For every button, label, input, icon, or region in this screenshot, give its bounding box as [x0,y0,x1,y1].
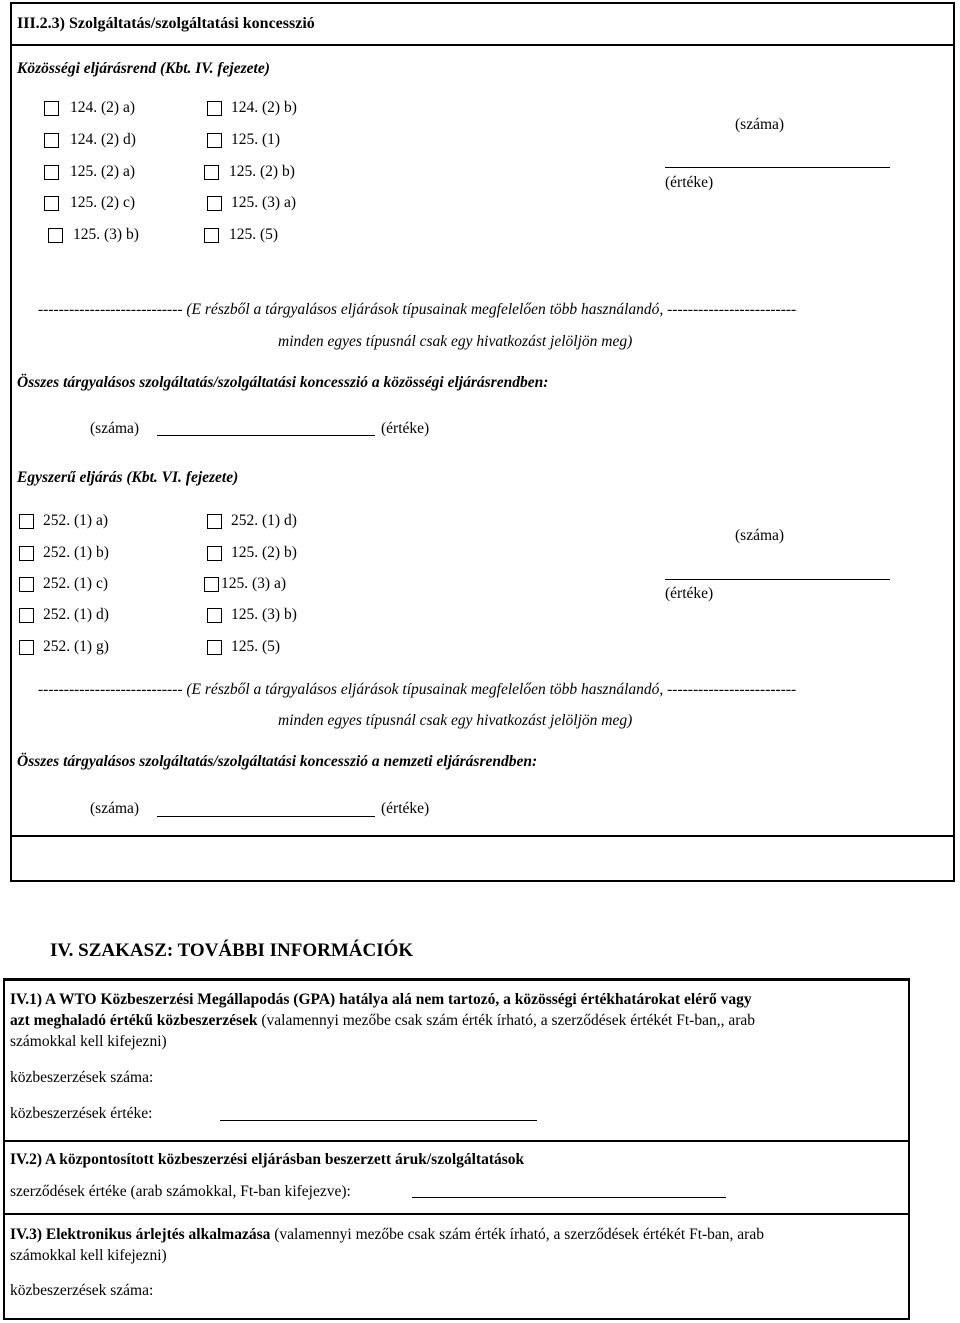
simple-erteke-label: (értéke) [665,585,714,602]
checkbox[interactable] [204,577,219,592]
checkbox-label: 252. (1) d) [231,512,297,529]
total-value-line[interactable] [157,435,375,436]
total2-value-line[interactable] [157,816,375,817]
note2-line-1: ---------------------------- (E részből a tárgyalásos eljárások típusainak megfelelően több használandó, ------------------------- [38,681,797,698]
note-line-2: minden egyes típusnál csak egy hivatkozást jelöljön meg) [278,333,633,350]
checkbox-label: 252. (1) c) [43,575,108,592]
iv1-rest-part: (valamennyi mezőbe csak szám érték írható, a szerződések értékét Ft-ban,, arab [257,1012,756,1029]
checkbox-label: 125. (2) c) [70,194,135,211]
simple-value-line[interactable] [665,579,890,580]
iv3-title-line2: számokkal kell kifejezni) [10,1247,167,1264]
checkbox-label: 252. (1) g) [43,638,109,655]
simple-szama-label: (száma) [735,527,785,544]
simple-procedure-heading: Egyszerű eljárás (Kbt. VI. fejezete) [17,469,239,486]
total-community-label: Összes tárgyalásos szolgáltatás/szolgáltatási koncesszió a közösségi eljárásrendben: [17,374,549,391]
checkbox[interactable] [44,165,59,180]
iv1-divider [3,1140,910,1142]
checkbox-label: 125. (1) [231,131,281,148]
checkbox[interactable] [48,228,63,243]
iv2-value-line[interactable] [412,1197,726,1198]
section-title: III.2.3) Szolgáltatás/szolgáltatási koncesszió [17,15,315,32]
checkbox[interactable] [44,196,59,211]
checkbox[interactable] [44,133,59,148]
checkbox[interactable] [19,514,34,529]
checkbox[interactable] [19,546,34,561]
iv3-title-line1 [10,1226,764,1244]
checkbox-label: 124. (2) a) [70,99,135,116]
section-iv-heading: IV. SZAKASZ: TOVÁBBI INFORMÁCIÓK [50,940,414,961]
total-szama-label: (száma) [90,420,140,437]
iv3-szama-label: közbeszerzések száma: [10,1282,154,1299]
checkbox[interactable] [207,196,222,211]
total2-erteke-label: (értéke) [381,800,430,817]
checkbox[interactable] [207,101,222,116]
community-szama-label: (száma) [735,116,785,133]
checkbox[interactable] [19,640,34,655]
total-national-label: Összes tárgyalásos szolgáltatás/szolgáltatási koncesszió a nemzeti eljárásrendben: [17,753,538,770]
checkbox-label: 125. (2) b) [229,163,295,180]
community-value-line[interactable] [665,167,890,168]
community-erteke-label: (értéke) [665,174,714,191]
kb-szama-label: közbeszerzések száma: [10,1069,154,1086]
iv1-bold-part: azt meghaladó értékű közbeszerzések [10,1012,258,1029]
checkbox[interactable] [207,133,222,148]
checkbox-label: 125. (3) b) [73,226,139,243]
checkbox-label: 125. (5) [231,638,281,655]
checkbox-label: 124. (2) b) [231,99,297,116]
checkbox[interactable] [207,514,222,529]
checkbox[interactable] [19,608,34,623]
checkbox[interactable] [207,640,222,655]
kb-erteke-label: közbeszerzések értéke: [10,1105,153,1122]
checkbox-label: 125. (3) a) [231,194,296,211]
checkbox-label: 125. (3) a) [221,575,286,592]
iv1-title-line3: számokkal kell kifejezni) [10,1033,167,1050]
total-erteke-label: (értéke) [381,420,430,437]
title-divider [10,44,955,46]
checkbox[interactable] [19,577,34,592]
note-line-1: ---------------------------- (E részből a tárgyalásos eljárások típusainak megfelelően több használandó, ------------------------- [38,301,797,318]
note2-line-2: minden egyes típusnál csak egy hivatkozást jelöljön meg) [278,712,633,729]
checkbox-label: 252. (1) a) [43,512,108,529]
checkbox[interactable] [207,546,222,561]
iv1-title-line2 [10,1012,755,1030]
kb-erteke-line[interactable] [220,1120,537,1121]
checkbox-label: 124. (2) d) [70,131,136,148]
checkbox-label: 125. (5) [229,226,279,243]
checkbox[interactable] [207,608,222,623]
iv2-text: szerződések értéke (arab számokkal, Ft-ban kifejezve): [10,1183,351,1200]
total2-szama-label: (száma) [90,800,140,817]
bottom-divider [10,835,955,837]
checkbox-label: 125. (2) b) [231,544,297,561]
checkbox-label: 252. (1) b) [43,544,109,561]
checkbox-label: 125. (2) a) [70,163,135,180]
checkbox-label: 125. (3) b) [231,606,297,623]
iv2-title: IV.2) A központosított közbeszerzési eljárásban beszerzett áruk/szolgáltatások [10,1151,525,1168]
iv1-title-line1: IV.1) A WTO Közbeszerzési Megállapodás (GPA) hatálya alá nem tartozó, a közösségi értékhatárokat elérő vagy [10,991,752,1008]
checkbox[interactable] [204,165,219,180]
checkbox[interactable] [44,101,59,116]
iv2-divider [3,1213,910,1215]
checkbox-label: 252. (1) d) [43,606,109,623]
section-iii-2-3-box [10,2,955,882]
iv3-bold-part: IV.3) Elektronikus árlejtés alkalmazása [10,1226,271,1243]
community-procedure-heading: Közösségi eljárásrend (Kbt. IV. fejezete) [17,60,270,77]
iv3-rest-part: (valamennyi mezőbe csak szám érték írható, a szerződések értékét Ft-ban, arab [270,1226,764,1243]
checkbox[interactable] [204,228,219,243]
